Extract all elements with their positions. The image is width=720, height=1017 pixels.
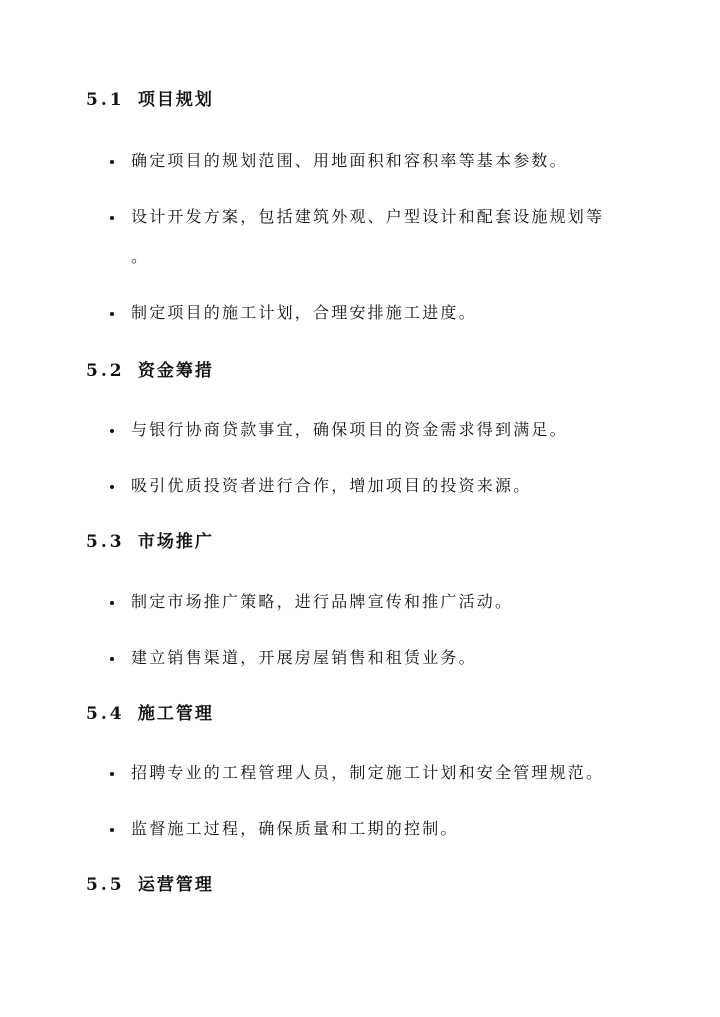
bullet-icon <box>110 657 114 661</box>
bullet-icon <box>110 772 114 776</box>
section-heading-5-4 <box>86 704 214 724</box>
list-item-text: 设计开发方案，包括建筑外观、户型设计和配套设施规划等 <box>131 207 605 226</box>
section-title: 项目规划 <box>137 90 214 110</box>
list-item-continuation: 。 <box>131 247 148 266</box>
section-heading-5-2 <box>86 361 214 381</box>
section-title: 施工管理 <box>137 704 214 724</box>
list-item-text: 制定项目的施工计划，合理安排施工进度。 <box>131 303 477 322</box>
section-title: 运营管理 <box>137 875 214 895</box>
list-item-text: 招聘专业的工程管理人员，制定施工计划和安全管理规范。 <box>131 763 605 782</box>
section-number: 5.5 <box>86 875 125 895</box>
bullet-icon <box>110 160 114 164</box>
list-item-text: 制定市场推广策略，进行品牌宣传和推广活动。 <box>131 592 514 611</box>
section-heading-5-5 <box>86 875 214 895</box>
section-number: 5.3 <box>86 532 125 552</box>
section-number: 5.4 <box>86 704 125 724</box>
list-item-text: 吸引优质投资者进行合作，增加项目的投资来源。 <box>131 476 532 495</box>
section-heading-5-3 <box>86 532 214 552</box>
bullet-icon <box>110 312 114 316</box>
bullet-icon <box>110 429 114 433</box>
list-item-text: 确定项目的规划范围、用地面积和容积率等基本参数。 <box>131 151 568 170</box>
list-item-text: 与银行协商贷款事宜，确保项目的资金需求得到满足。 <box>131 420 568 439</box>
bullet-icon <box>110 601 114 605</box>
section-number: 5.1 <box>86 90 125 110</box>
bullet-icon <box>110 485 114 489</box>
section-title: 市场推广 <box>137 532 214 552</box>
bullet-icon <box>110 216 114 220</box>
bullet-icon <box>110 828 114 832</box>
list-item-text: 监督施工过程，确保质量和工期的控制。 <box>131 819 459 838</box>
section-title: 资金筹措 <box>137 361 214 381</box>
list-item-text: 建立销售渠道，开展房屋销售和租赁业务。 <box>131 648 477 667</box>
section-heading-5-1 <box>86 90 214 110</box>
section-number: 5.2 <box>86 361 125 381</box>
